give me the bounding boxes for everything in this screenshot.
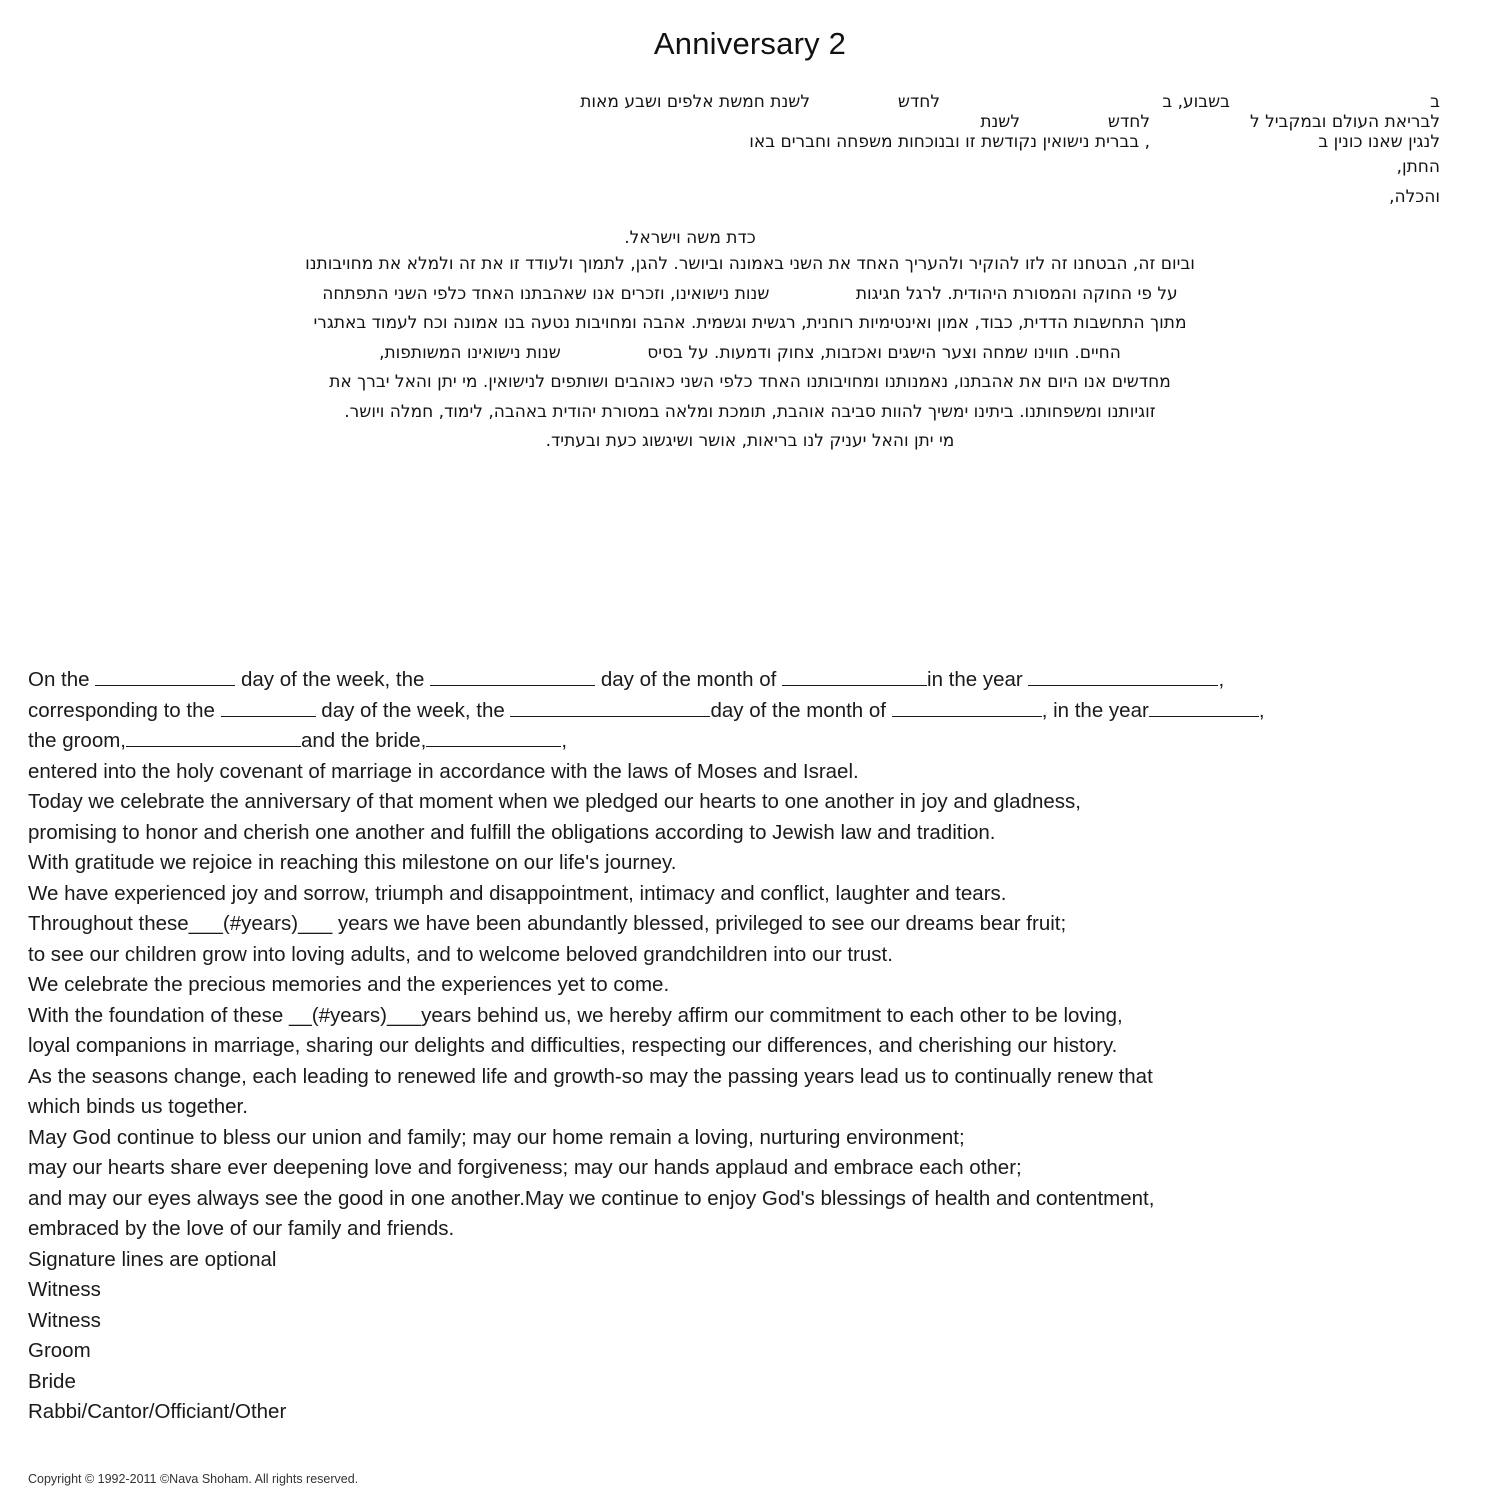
english-paragraph-line: With the foundation of these __(#years)___years behind us, we hereby affirm our commitment to each other to be loving, [28,1003,1123,1027]
english-paragraph-line: entered into the holy covenant of marriage in accordance with the laws of Moses and Israel. [28,759,859,783]
hebrew-line-3: החתן, [1396,157,1440,177]
groom-name-blank[interactable] [126,729,301,747]
hebrew-line-1 [60,112,1440,132]
page-title: Anniversary 2 [653,26,847,61]
english-paragraph-line: Today we celebrate the anniversary of that moment when we pledged our hearts to one another in joy and gladness, [28,790,1081,813]
english-paragraph-line: which binds us together. [28,1095,248,1118]
fill-line-2-label-e: , [1258,698,1265,722]
hebrew-header-col-a: ב [1430,92,1440,112]
english-paragraph-line: to see our children grow into loving adults, and to welcome beloved grandchildren into our trust. [28,942,893,966]
hebrew-line-1-right: לשנת [980,112,1020,132]
hebrew-header-row [60,92,1440,112]
fill-line-2-label-d: , in the year [1041,698,1149,722]
fill-line-1-label-c: day of the month of [595,668,783,691]
signature-line-groom[interactable]: Groom [28,1339,91,1362]
fill-line-3-label-c: , [561,729,568,752]
english-paragraph-line: Throughout these___(#years)___ years we have been abundantly blessed, privileged to see our dreams bear fruit; [28,912,1067,935]
hebrew-line-1-main: לבריאת העולם ובמקביל ל [1250,112,1440,132]
hebrew-header-col-c: לחדש [897,92,940,112]
signature-note: Signature lines are optional [28,1247,277,1271]
english-paragraph-line: embraced by the love of our family and friends. [28,1217,455,1240]
english-paragraph-line: loyal companions in marriage, sharing our delights and difficulties, respecting our differences, and cherishing our history. [28,1034,1118,1057]
month-blank[interactable] [782,668,927,686]
hebrew-line-1-mid: לחדש [1107,112,1150,132]
fill-in-line-3 [28,726,1476,757]
day-of-month-blank[interactable] [430,668,595,686]
hebrew-line-2 [60,132,1440,152]
signature-line-witness-2[interactable]: Witness [28,1308,101,1332]
hebrew-line-4: והכלה, [1389,187,1440,207]
hebrew-body-line: מחדשים אנו היום את אהבתנו, נאמנותנו ומחויבותנו האחד כלפי השני כאוהבים ושותפים לנישואין. מי יתן והאל יברך את [329,372,1171,392]
english-paragraph-line: May God continue to bless our union and family; may our home remain a loving, nurturing environment; [28,1125,965,1149]
fill-line-2-label-a: corresponding to the [28,698,221,722]
bride-label: and the bride, [301,729,427,752]
english-paragraph-line: promising to honor and cherish one another and fulfill the obligations according to Jewish law and tradition. [28,820,996,844]
year-blank[interactable] [1028,668,1218,686]
fill-in-line-2 [28,696,1476,727]
hebrew-body-line: זוגיותנו ומשפחותנו. ביתינו ימשיך להוות סביבה אוהבת, תומכת ומלאה במסורת יהודית באהבה, לימוד, חמלה ויושר. [344,401,1156,422]
signature-line-officiant[interactable]: Rabbi/Cantor/Officiant/Other [28,1400,287,1423]
english-paragraph-line: and may our eyes always see the good in one another.May we continue to enjoy God's blessings of health and contentment, [28,1186,1155,1210]
fill-line-1-label-e: , [1218,668,1225,691]
hebrew-body-line: החיים. חווינו שמחה וצער הישגים ואכזבות, צחוק ודמעות. על בסיס שנות נישואינו המשותפות, [379,342,1121,363]
hebrew-line-2-right: , בברית נישואין נקודשת זו ובנוכחות משפחה וחברים באו [749,132,1150,152]
signature-section [28,1245,1476,1428]
groom-label: the groom, [28,729,126,752]
copyright-notice: Copyright © 1992-2011 ©Nava Shoham. All rights reserved. [28,1472,359,1486]
hebrew-header-col-d: לשנת חמשת אלפים ושבע מאות [580,92,810,112]
english-paragraph-line: With gratitude we rejoice in reaching this milestone on our life's journey. [28,851,677,874]
hebrew-text-section [0,92,1500,457]
fill-line-2-label-c: day of the month of [710,698,892,722]
hebrew-body-line: מי יתן והאל יעניק לנו בריאות, אושר ושיגשוג כעת ובעתיד. [545,431,955,451]
fill-line-2-label-b: day of the week, the [315,698,511,722]
day-of-week-blank[interactable] [95,668,235,686]
hebrew-body-line: מתוך התחשבות הדדית, כבוד, אמון ואינטימיות רוחנית, רגשית וגשמית. אהבה ומחויבות נטעה בנו אמונה וכח לעמוד באתגרי [313,313,1187,333]
secular-day-of-week-blank[interactable] [221,699,316,717]
fill-line-1-label-b: day of the week, the [235,668,431,691]
hebrew-center-line: כדת משה וישראל. [624,228,756,248]
fill-in-line-1 [28,665,1476,696]
english-paragraph-line: As the seasons change, each leading to renewed life and growth-so may the passing years lead us to continually renew that [28,1064,1153,1088]
signature-line-witness-1[interactable]: Witness [28,1278,101,1301]
secular-year-blank[interactable] [1149,699,1259,717]
hebrew-header-col-b: בשבוע, ב [1162,92,1230,112]
english-paragraph-line: may our hearts share ever deepening love and forgiveness; may our hands applaud and embrace each other; [28,1156,1022,1179]
signature-line-bride[interactable]: Bride [28,1369,76,1393]
fill-line-1-label-d: in the year [927,668,1029,691]
secular-day-of-month-blank[interactable] [510,699,710,717]
english-paragraph-line: We celebrate the precious memories and the experiences yet to come. [28,973,670,996]
english-text-section [28,665,1476,1428]
hebrew-body-line: על פי החוקה והמסורת היהודית. לרגל חגיגות שנות נישואינו, וזכרים אנו שאהבתנו האחד כלפי השני התפתחה [322,283,1178,304]
bride-name-blank[interactable] [426,729,561,747]
secular-month-blank[interactable] [892,699,1042,717]
hebrew-body-text [60,250,1440,457]
hebrew-line-2-main: לנגין שאנו כונין ב [1318,132,1440,152]
fill-line-1-label-a: On the [28,668,96,691]
english-body-text [28,757,1476,1245]
hebrew-body-line: וביום זה, הבטחנו זה לזו להוקיר ולהעריך האחד את השני באמונה וביושר. להגן, לתמוך ולעודד זו את זה ולמלא את מחויבותנו [305,254,1195,274]
english-paragraph-line: We have experienced joy and sorrow, triumph and disappointment, intimacy and conflict, laughter and tears. [28,881,1007,905]
